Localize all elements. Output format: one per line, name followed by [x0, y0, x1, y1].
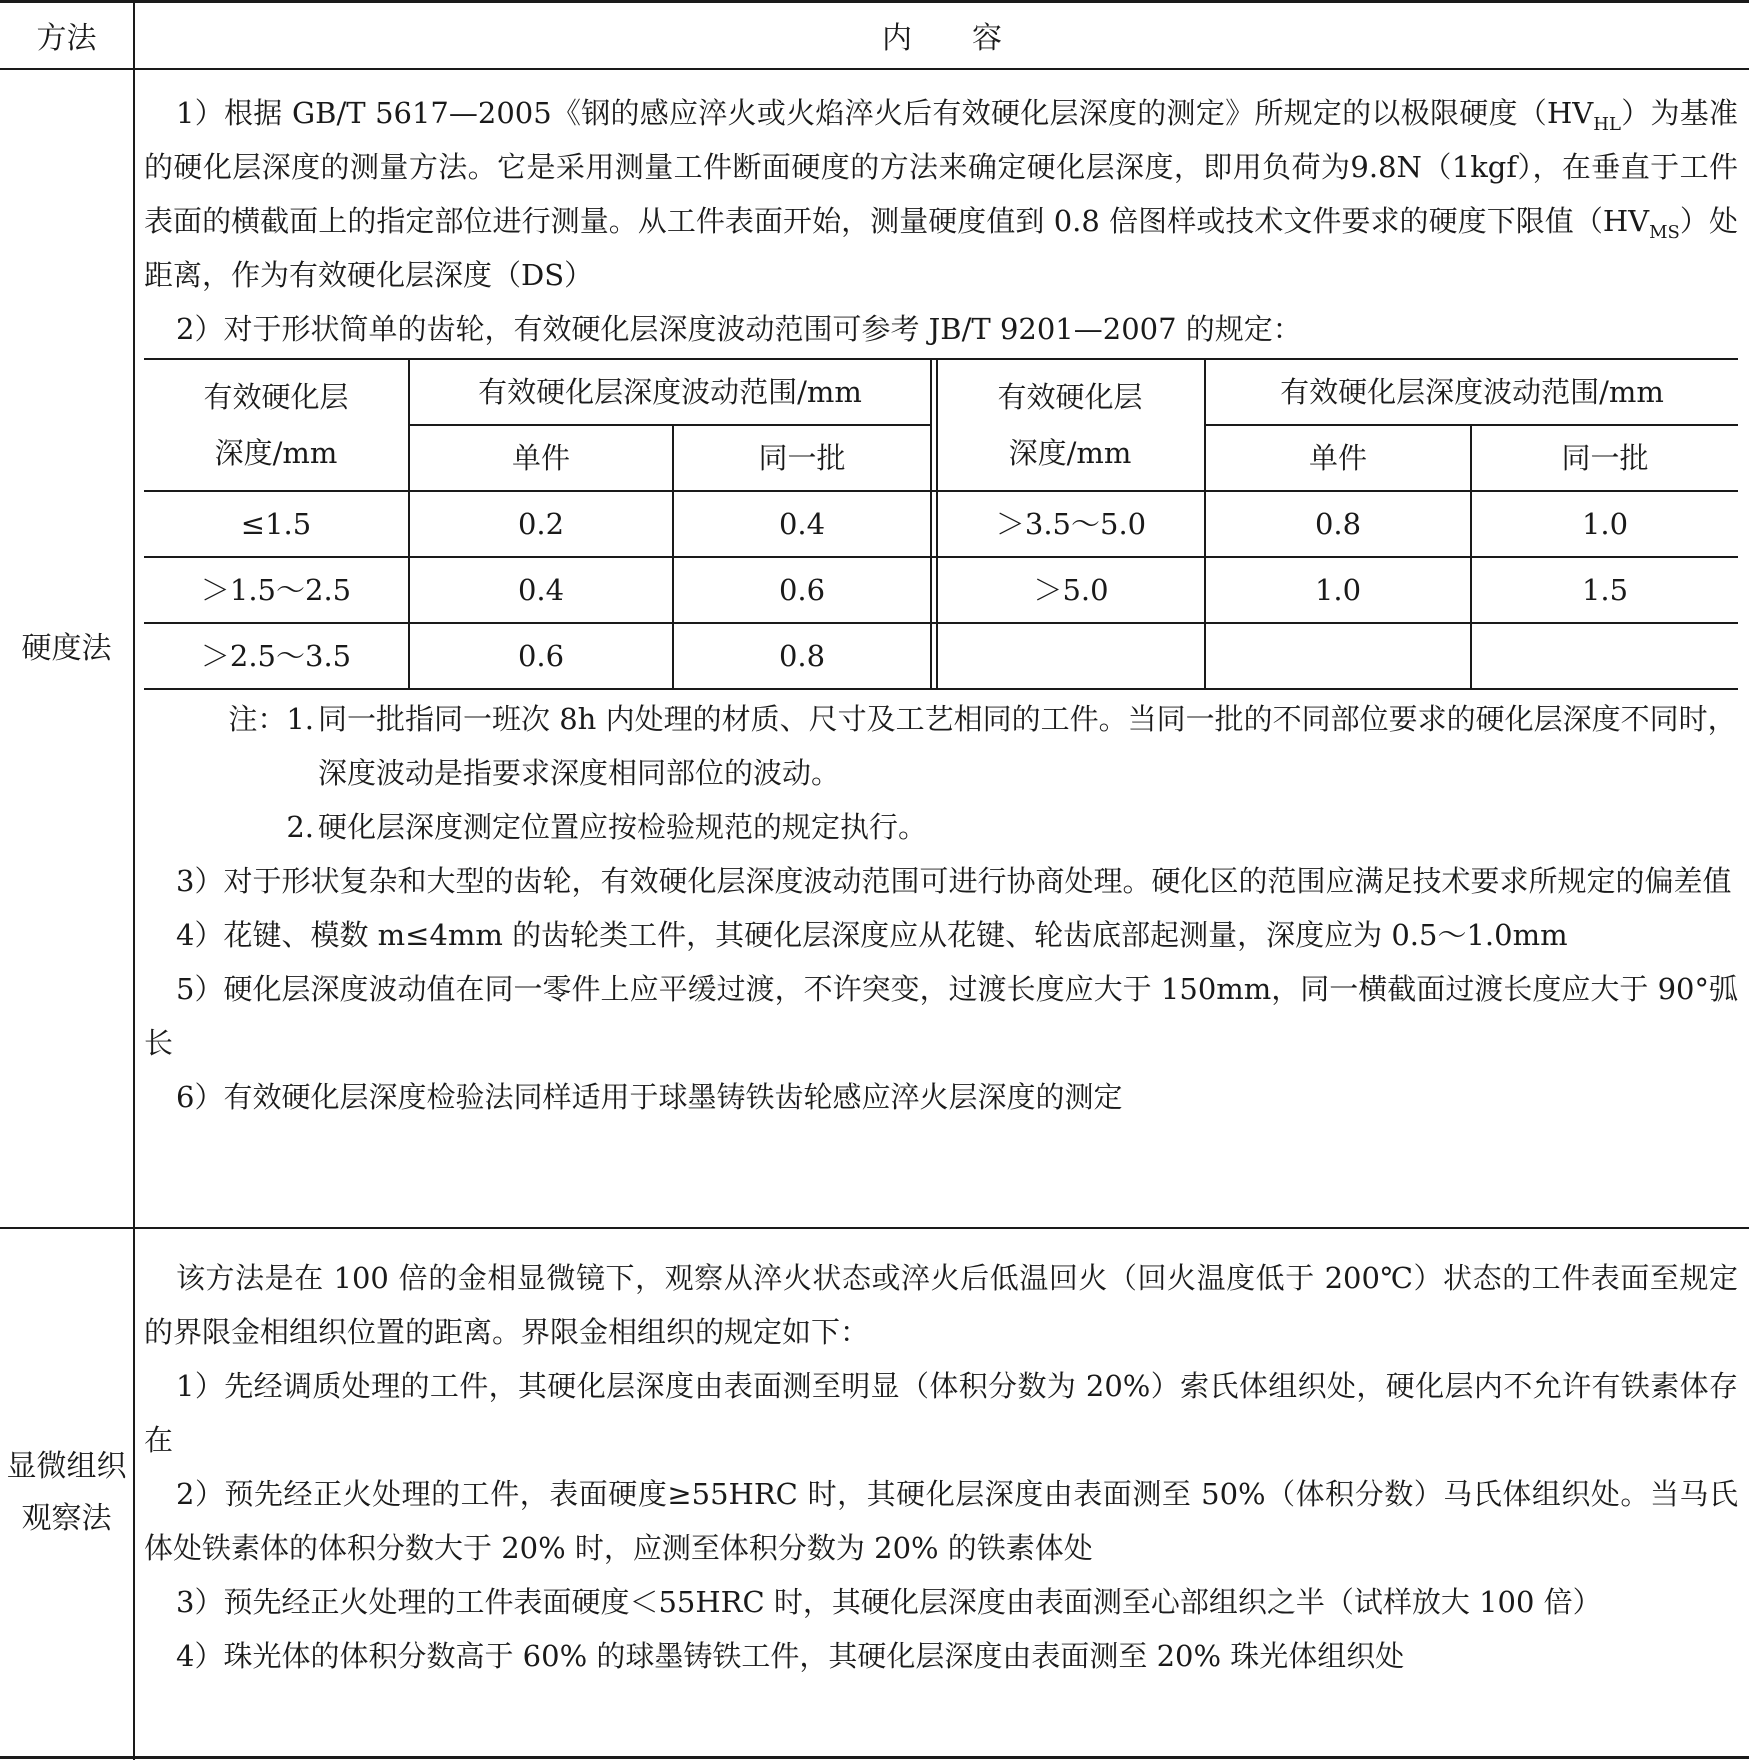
col-header-depth-right: 有效硬化层深度/mm [997, 380, 1143, 470]
cell-batch [1472, 624, 1738, 688]
column-divider [133, 0, 135, 1760]
method-microstructure [0, 1229, 133, 1756]
microstructure-content [144, 1251, 1738, 1683]
method-hardness: 硬度法 [21, 630, 112, 666]
cell-single [1206, 624, 1470, 688]
col-header-batch-right: 同一批 [1561, 441, 1649, 475]
note-2-label: 2. [286, 810, 314, 844]
cell-single: 0.6 [517, 639, 565, 673]
cell-depth [938, 624, 1204, 688]
hardness-para-3: 3）对于形状复杂和大型的齿轮，有效硬化层深度波动范围可进行协商处理。硬化区的范围应满足技术要求所规定的偏差值 [176, 864, 1732, 898]
col-header-batch-left: 同一批 [758, 441, 846, 475]
cell-depth: ＞3.5～5.0 [995, 507, 1147, 541]
micro-para-3: 3）预先经正火处理的工件表面硬度＜55HRC 时，其硬化层深度由表面测至心部组织之半（试样放大 100 倍） [176, 1585, 1602, 1619]
micro-intro: 该方法是在 100 倍的金相显微镜下，观察从淬火状态或淬火后低温回火（回火温度低于 200℃）状态的工件表面至规定的界限金相组织位置的距离。界限金相组织的规定如下： [144, 1261, 1738, 1349]
cell-depth: ≤1.5 [240, 507, 312, 541]
hardness-para-5: 5）硬化层深度波动值在同一零件上应平缓过渡，不许突变，过渡长度应大于 150mm，同一横截面过渡长度应大于 90°弧长 [144, 972, 1739, 1060]
cell-depth: ＞2.5～3.5 [200, 639, 352, 673]
inner-bottom [144, 688, 1738, 690]
hardness-para-4: 4）花键、模数 m≤4mm 的齿轮类工件，其硬化层深度应从花键、轮齿底部起测量，深度应为 0.5～1.0mm [176, 918, 1568, 952]
method-microstructure-line2: 观察法 [21, 1500, 112, 1536]
inner-v-double-a [930, 358, 932, 688]
cell-batch: 0.6 [778, 573, 826, 607]
col-header-single-left: 单件 [511, 441, 570, 475]
table-notes [144, 692, 1738, 854]
row-divider [0, 1227, 1749, 1229]
col-header-single-right: 单件 [1308, 441, 1367, 475]
note-1 [144, 692, 1738, 800]
cell-depth: ＞5.0 [1033, 573, 1109, 607]
cell-single: 1.0 [1314, 573, 1362, 607]
header-method: 方法 [36, 21, 97, 56]
note-1-label: 注：1. [228, 702, 314, 736]
col-header-depth-left: 有效硬化层深度/mm [203, 380, 349, 470]
hardness-content [144, 86, 1738, 1124]
header-content: 内 容 [882, 21, 1002, 56]
micro-para-1: 1）先经调质处理的工件，其硬化层深度由表面测至明显（体积分数为 20%）索氏体组织处，硬化层内不允许有铁素体存在 [144, 1369, 1738, 1457]
micro-para-2: 2）预先经正火处理的工件，表面硬度≥55HRC 时，其硬化层深度由表面测至 50%（体积分数）马氏体组织处。当马氏体处铁素体的体积分数大于 20% 时，应测至体积分数为 20% 的铁素体处 [144, 1477, 1738, 1565]
note-1-text: 同一批指同一班次 8h 内处理的材质、尺寸及工艺相同的工件。当同一批的不同部位要求的硬化层深度不同时，深度波动是指要求深度相同部位的波动。 [318, 702, 1737, 790]
cell-batch: 0.4 [778, 507, 826, 541]
note-2-text: 硬化层深度测定位置应按检验规范的规定执行。 [318, 810, 928, 844]
cell-single: 0.2 [517, 507, 565, 541]
hardness-para-2: 2）对于形状简单的齿轮，有效硬化层深度波动范围可参考 JB/T 9201—2007 的规定： [176, 312, 1302, 346]
hardness-para-6: 6）有效硬化层深度检验法同样适用于球墨铸铁齿轮感应淬火层深度的测定 [176, 1080, 1123, 1114]
micro-para-4: 4）珠光体的体积分数高于 60% 的球墨铸铁工件，其硬化层深度由表面测至 20% 珠光体组织处 [176, 1639, 1405, 1673]
cell-depth: ＞1.5～2.5 [200, 573, 352, 607]
table-bottom-border [0, 1756, 1749, 1759]
depth-tolerance-table [144, 358, 1738, 692]
hardness-para-1: 1）根据 GB/T 5617—2005《钢的感应淬火或火焰淬火后有效硬化层深度的测定》所规定的以极限硬度$(HV_{HL})$为基准的硬化层深度的测量方法。它是采用测量工件断面硬度的方法来确定硬化层深度，即用负荷为9.8N（1kgf），在垂直于工件表面的横截面上的指定部位进行测量。从工件表面开始，测量硬度值到 0.8 倍图样或技术文件要求的硬度下限值$(HV_{MS})$处距离，作为有效硬化层深度（DS） [144, 96, 1738, 292]
col-header-range-right: 有效硬化层深度波动范围/mm [1280, 375, 1664, 409]
method-microstructure-line1: 显微组织 [6, 1448, 127, 1484]
cell-batch: 1.5 [1581, 573, 1629, 607]
cell-single: 0.8 [1314, 507, 1362, 541]
col-header-range-left: 有效硬化层深度波动范围/mm [478, 375, 862, 409]
cell-single: 0.4 [517, 573, 565, 607]
cell-batch: 0.8 [778, 639, 826, 673]
cell-batch: 1.0 [1581, 507, 1629, 541]
note-2 [144, 800, 1738, 854]
